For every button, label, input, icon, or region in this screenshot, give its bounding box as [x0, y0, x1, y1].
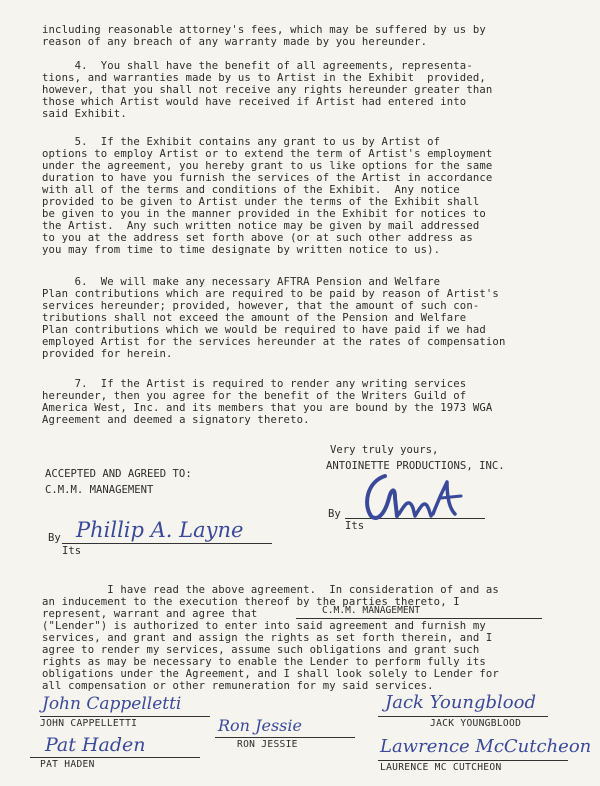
inducement-line: obligations under the Agreement, and I shall look solely to Lender for	[42, 668, 499, 680]
para6-line: provided for herein.	[42, 348, 173, 360]
acceptance-its-label: Its	[62, 545, 82, 557]
jessie-signature: Ron Jessie	[218, 716, 302, 735]
para4-line: said Exhibit.	[42, 108, 127, 120]
para6-line: Plan contributions which we would be required to have paid if we had	[42, 324, 486, 336]
acceptance-by-label: By	[48, 532, 61, 544]
cappelletti-name: JOHN CAPPELLETTI	[40, 718, 138, 729]
mccutcheon-name: LAURENCE MC CUTCHEON	[380, 762, 502, 773]
producer-signature-scribble	[355, 468, 475, 528]
para6-line: 6. We will make any necessary AFTRA Pension and Welfare	[42, 276, 441, 288]
signature-line	[378, 716, 548, 717]
inducement-line: I have read the above agreement. In consideration of and as	[42, 584, 499, 596]
inducement-line: represent, warrant and agree that	[42, 608, 258, 620]
haden-name: PAT HADEN	[40, 759, 95, 770]
intro-line: reason of any breach of any warranty made by you hereunder.	[42, 36, 428, 48]
lender-fill-line	[296, 618, 542, 619]
intro-line: including reasonable attorney's fees, which may be suffered by us by	[42, 24, 486, 36]
valediction: Very truly yours,	[330, 444, 439, 456]
para4-line: those which Artist would have received if Artist had entered into	[42, 96, 467, 108]
para4-line: tions, and warranties made by us to Artist in the Exhibit provided,	[42, 72, 486, 84]
signature-line	[40, 716, 210, 717]
inducement-line: an inducement to the execution thereof by the parties thereto, I	[42, 596, 460, 608]
youngblood-name: JACK YOUNGBLOOD	[430, 718, 522, 729]
haden-signature: Pat Haden	[45, 734, 146, 756]
para6-line: services hereunder; provided, however, that the amount of such con-	[42, 300, 480, 312]
inducement-line: agree to render my services, assume such obligations and grant such	[42, 644, 480, 656]
para5-line: provided to be given to Artist under the terms of the Exhibit shall	[42, 196, 480, 208]
inducement-line: ("Lender") is authorized to enter into said agreement and furnish my	[42, 620, 486, 632]
para5-line: with all of the terms and conditions of the Exhibit. Any notice	[42, 184, 460, 196]
para7-line: hereunder, then you agree for the benefit of the Writers Guild of	[42, 390, 467, 402]
para5-line: to you at the address set forth above (or at such other address as	[42, 232, 473, 244]
inducement-line: rights as may be necessary to enable the Lender to perform fully its	[42, 656, 486, 668]
para5-line: under the agreement, you hereby grant to us like options for the same	[42, 160, 493, 172]
para7-line: 7. If the Artist is required to render any writing services	[42, 378, 467, 390]
producer-company: ANTOINETTE PRODUCTIONS, INC.	[326, 460, 505, 472]
acceptance-signature-line	[62, 543, 272, 544]
producer-its-label: Its	[345, 520, 365, 532]
signature-line	[215, 737, 355, 738]
para6-line: employed Artist for the services hereunder at the rates of compensation	[42, 336, 506, 348]
para6-line: tributions shall not exceed the amount of the Pension and Welfare	[42, 312, 467, 324]
jessie-name: RON JESSIE	[237, 739, 298, 750]
para5-line: you may from time to time designate by written notice to us).	[42, 244, 441, 256]
acceptance-company: C.M.M. MANAGEMENT	[45, 484, 154, 496]
para5-line: 5. If the Exhibit contains any grant to us by Artist of	[42, 136, 441, 148]
para7-line: America West, Inc. and its members that you are bound by the 1973 WGA	[42, 402, 493, 414]
acceptance-heading: ACCEPTED AND AGREED TO:	[45, 468, 192, 480]
mccutcheon-signature: Lawrence McCutcheon	[380, 736, 592, 757]
lender-name-fill: C.M.M. MANAGEMENT	[322, 605, 421, 616]
para4-line: however, that you shall not receive any rights hereunder greater than	[42, 84, 493, 96]
signature-line	[30, 757, 200, 758]
para5-line: options to employ Artist or to extend the term of Artist's employment	[42, 148, 493, 160]
cappelletti-signature: John Cappelletti	[42, 694, 182, 714]
signature-line	[378, 760, 568, 761]
inducement-line: services, and grant and assign the rights as set forth therein, and I	[42, 632, 493, 644]
youngblood-signature: Jack Youngblood	[385, 692, 536, 713]
para7-line: Agreement and deemed a signatory thereto.	[42, 414, 310, 426]
acceptance-signature: Phillip A. Layne	[76, 518, 244, 542]
para5-line: duration to have you furnish the services of the Artist in accordance	[42, 172, 493, 184]
para6-line: Plan contributions which are required to be paid by reason of Artist's	[42, 288, 499, 300]
para5-line: be given to you in the manner provided in the Exhibit for notices to	[42, 208, 486, 220]
para5-line: the Artist. Any such written notice may be given by mail addressed	[42, 220, 480, 232]
inducement-line: all compensation or other remuneration for my said services.	[42, 680, 434, 692]
producer-by-label: By	[328, 508, 341, 520]
para4-line: 4. You shall have the benefit of all agreements, representa-	[42, 60, 473, 72]
